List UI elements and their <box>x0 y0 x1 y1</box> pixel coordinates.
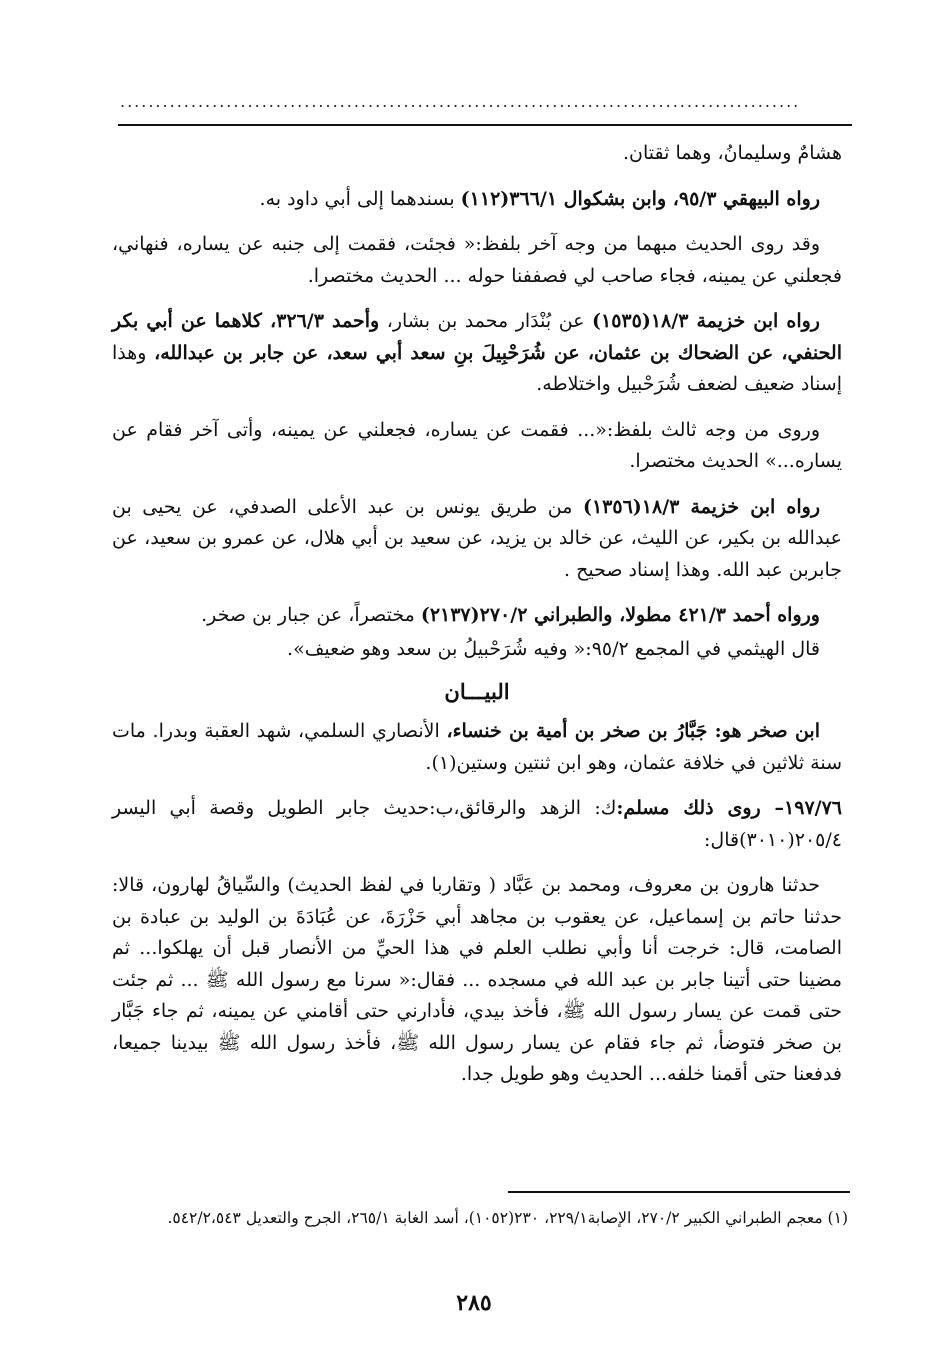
paragraph-7-bold: ورواه أحمد ٤٢١/٣ مطولا، والطبراني ٢٧٠/٢(٢١٣٧) <box>420 604 820 626</box>
bayan-bold: ابن صخر هو: جَبَّارُ بن صخر بن أمية بن خنساء، <box>446 720 820 742</box>
paragraph-4-text-2: وهذا إسناد ضعيف لضعف شُرَحْبيل واختلاطه. <box>112 341 842 395</box>
paragraph-3-text: وقد روى الحديث مبهما من وجه آخر بلفظ:« فجئت، فقمت إلى جنبه عن يساره، فنهاني، فجعلني عن يمينه، فجاء صاحب لي فصففنا حوله ... الحديث مختصرا. <box>112 233 842 287</box>
paragraph-1 <box>112 138 842 170</box>
paragraph-7 <box>112 600 842 632</box>
hadith-heading <box>112 793 842 856</box>
bayan-text: الأنصاري السلمي، شهد العقبة وبدرا. مات سنة ثلاثين في خلافة عثمان، وهو ابن ثنتين وستين(١). <box>112 720 842 774</box>
paragraph-3 <box>112 229 842 292</box>
paragraph-2-text: بسندهما إلى أبي داود به. <box>259 187 461 210</box>
paragraph-5-text: وروى من وجه ثالث بلفظ:«... فقمت عن يساره، فجعلني عن يمينه، وأتى آخر فقام عن يساره...» الحديث مختصرا. <box>112 418 842 472</box>
header-dots: ................................................................................................ <box>120 92 801 111</box>
paragraph-5 <box>112 415 842 478</box>
hadith-number: ١٩٧/٧٦– روى ذلك مسلم: <box>616 797 843 819</box>
section-heading: البيـــان <box>444 679 510 704</box>
paragraph-6-bold: رواه ابن خزيمة ١٨/٣(١٣٥٦) <box>582 495 820 518</box>
footnote: (١) معجم الطبراني الكبير ٢٧٠/٢، الإصابة٢٢٩/١، ٢٣٠(١٠٥٢)، أسد الغابة ٢٦٥/١، الجرح والتعديل ٥٤٢/٢،٥٤٣. <box>167 1209 848 1227</box>
paragraph-7-text: مختصراً، عن جبار بن صخر. <box>201 604 421 626</box>
paragraph-4-text: عن بُنْدَار محمد بن بشار، <box>379 310 593 332</box>
paragraph-1-text: هشامٌ وسليمانُ، وهما ثقتان. <box>622 142 842 164</box>
paragraph-4 <box>112 306 842 401</box>
narration: حدثنا هارون بن معروف، ومحمد بن عَبَّاد ( وتقاربا في لفظ الحديث) والسِّياقُ لهارون، قالا: حدثنا حاتم بن إسماعيل، عن يعقوب بن مجاهد أبي حَزْرَةَ، عن عُبَادَةَ بن الوليد بن عبادة بن الصامت، قال: خرجت أنا وأبي نطلب العلم في هذا الحيِّ من الأنصار قبل أن يهلكوا... ثم مضينا حتى أتينا جابر بن عبد الله في مسجده ... فقال:« سرنا مع رسول الله ﷺ ... ثم جئت حتى قمت عن يسار رسول الله ﷺ، فأخذ بيدي، فأدارني حتى أقامني عن يمينه، ثم جاء جَبَّار بن صخر فتوضأ، ثم جاء فقام عن يسار رسول الله ﷺ، فأخذ رسول الله ﷺ بيدينا جميعا، فدفعنا حتى أقمنا خلفه... الحديث وهو طويل جدا. <box>112 874 842 1085</box>
footnote-separator <box>508 1191 850 1193</box>
paragraph-2-bold: رواه البيهقي ٩٥/٣، وابن بشكوال ٣٦٦/١(١١٢) <box>460 187 820 210</box>
paragraph-8 <box>112 634 842 666</box>
paragraph-4-bold: رواه ابن خزيمة ١٨/٣(١٥٣٥) <box>592 310 820 332</box>
paragraph-8-text: قال الهيثمي في المجمع ٩٥/٢:« وفيه شُرَحْبيلُ بن سعد وهو ضعيف». <box>287 637 820 660</box>
paragraph-6-text: من طريق يونس بن عبد الأعلى الصدفي، عن يحيى بن عبدالله بن بكير، عن الليث، عن خالد بن يزيد، عن سعيد بن أبي هلال، عن عمرو بن سعيد، عن جابربن عبد الله. وهذا إسناد صحيح . <box>112 495 842 581</box>
paragraph-4-bold-2: وأحمد ٣٢٦/٣، كلاهما عن أبي بكر الحنفي، عن الضحاك بن عثمان، عن شُرَحْبِيلَ بنِ سعد أبي سعد، عن جابر بن عبدالله، <box>112 310 842 364</box>
paragraph-6 <box>112 492 842 587</box>
header-rule <box>118 124 852 126</box>
page-number: ٢٨٥ <box>456 1290 492 1316</box>
bayan-paragraph <box>112 716 842 779</box>
hadith-source: ك: الزهد والرقائق،ب:حديث جابر الطويل وقصة أبي اليسر ٢٠٥/٤(٣٠١٠)قال: <box>112 797 842 851</box>
paragraph-2 <box>112 184 842 216</box>
main-text <box>112 138 842 1105</box>
